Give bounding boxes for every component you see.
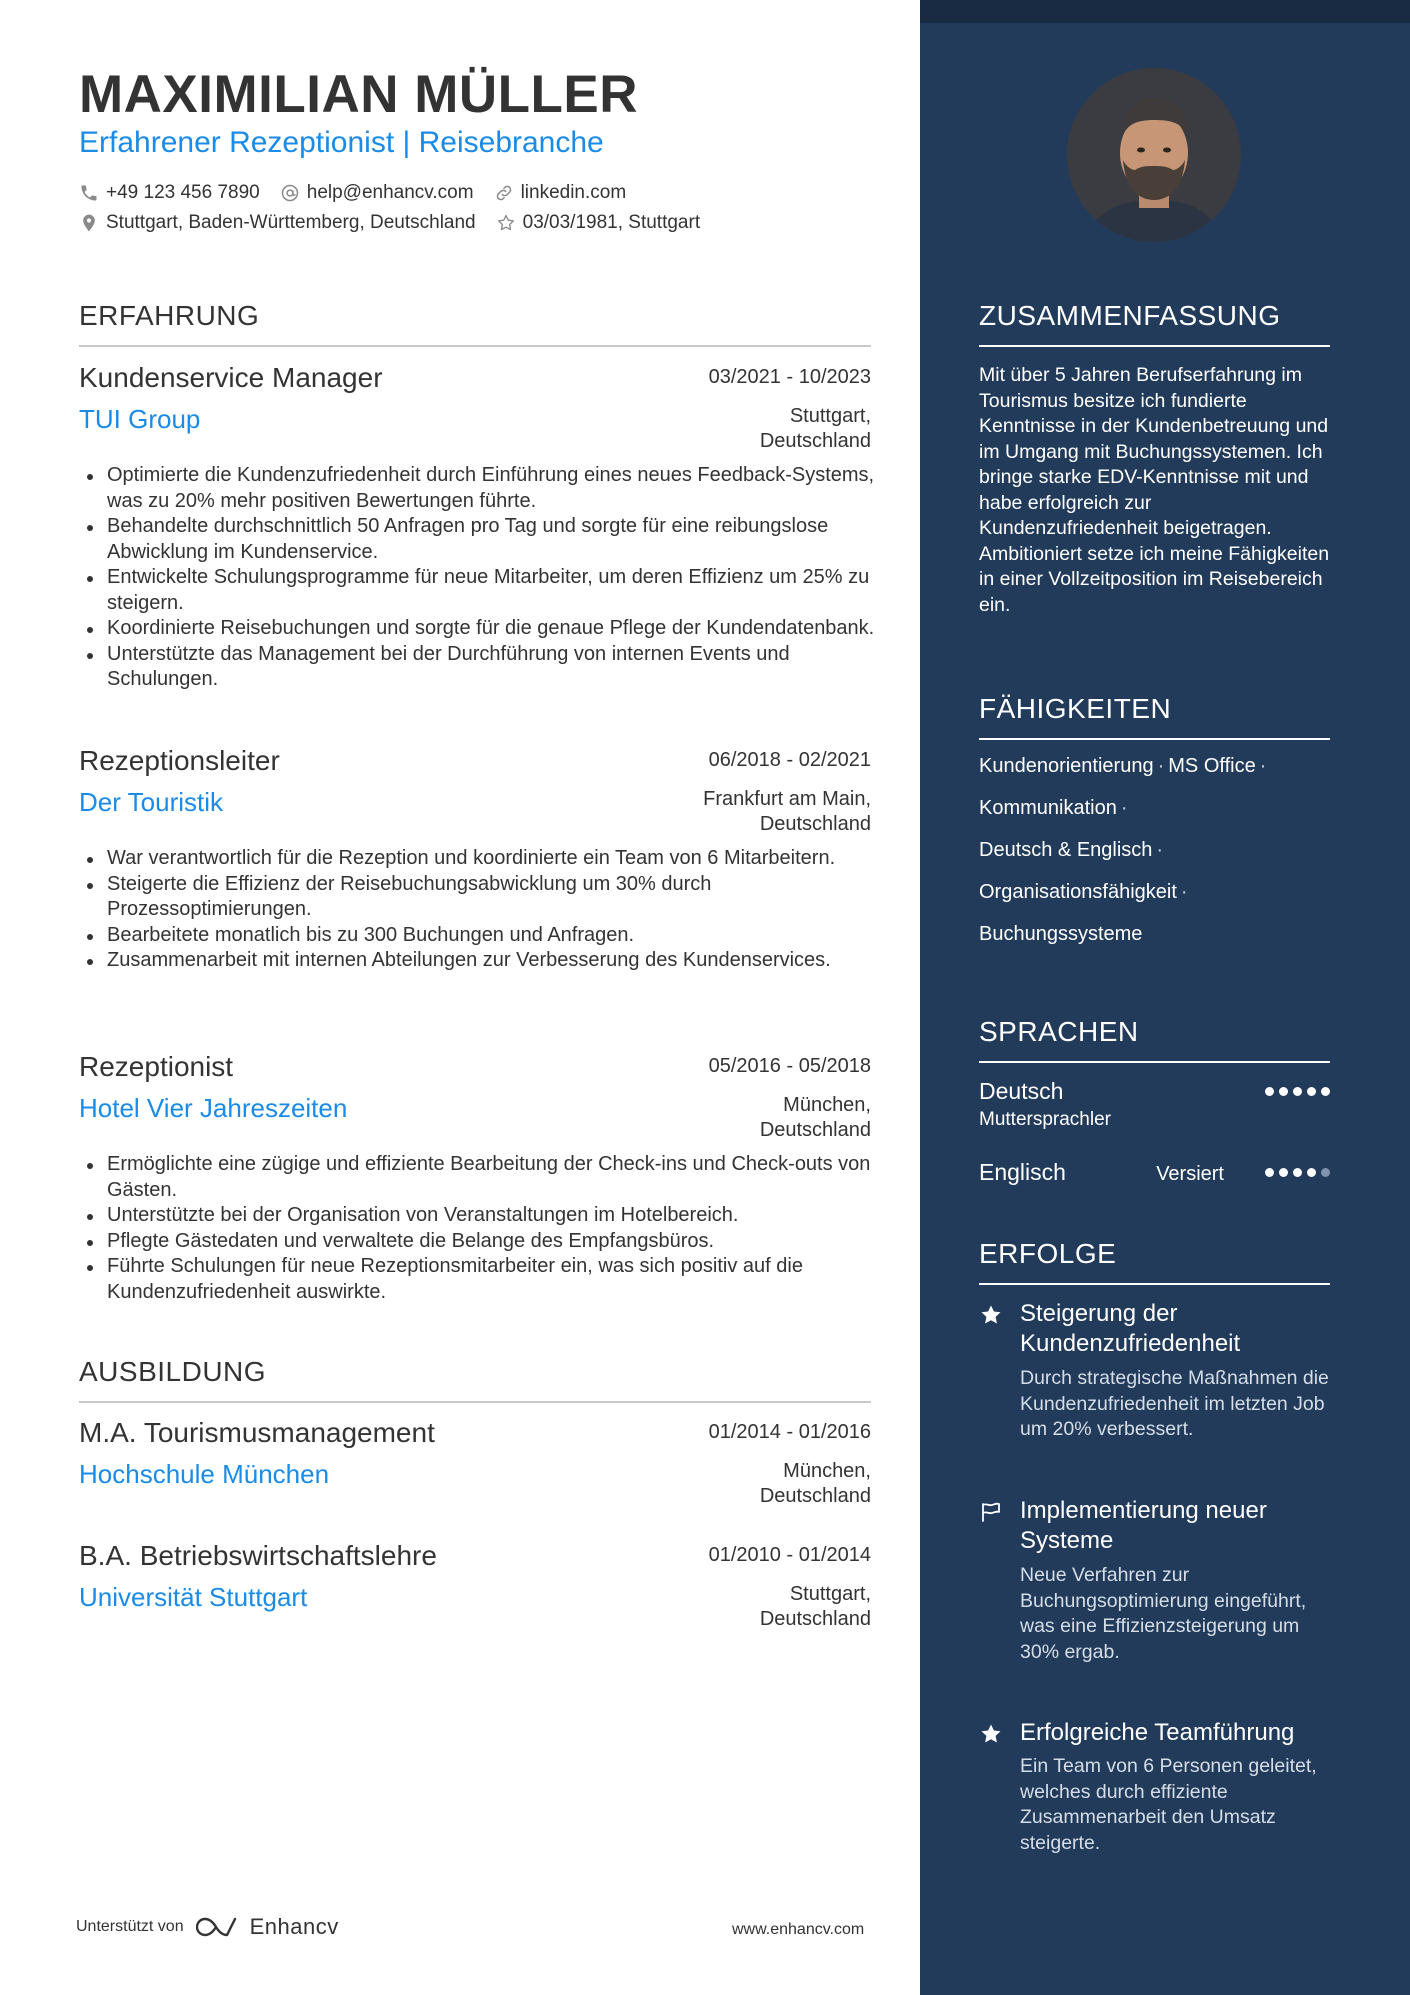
job-role: Rezeptionist	[79, 1051, 234, 1082]
rating-dot	[1265, 1168, 1274, 1177]
sidebar	[920, 0, 1410, 1995]
job-company[interactable]: Hotel Vier Jahreszeiten	[79, 1093, 348, 1123]
rating-dot	[1265, 1087, 1274, 1096]
language-level: Versiert	[1156, 1163, 1224, 1185]
job-bullet: Behandelte durchschnittlich 50 Anfragen pro Tag und sorgte für eine reibungslose Abwicklung im Kundenservice.	[107, 514, 877, 565]
job-location	[760, 404, 871, 454]
education-section-title: AUSBILDUNG	[79, 1356, 267, 1387]
language-rating	[1260, 1087, 1330, 1096]
sidebar-divider	[979, 345, 1330, 347]
skills-section-title: FÄHIGKEITEN	[979, 693, 1172, 724]
job-location-country: Deutschland	[759, 813, 871, 835]
rating-dot	[1307, 1087, 1316, 1096]
summary-text: Mit über 5 Jahren Berufserfahrung im Tourismus besitze ich fundierte Kenntnisse in der Kundenbetreuung und im Umgang mit Buchungssystemen. Ich bringe starke EDV-Kenntnisse mit und habe erfolgreich zur Kundenzufriedenheit beigetragen. Ambitioniert setze ich meine Fähigkeiten in einer Vollzeitposition im Reisebereich ein.	[979, 364, 1330, 616]
achievement-title: Steigerung der Kundenzufriedenheit	[1020, 1300, 1241, 1357]
profile-photo	[1067, 68, 1241, 242]
sidebar-divider	[979, 1061, 1330, 1063]
skill-item: Kommunikation	[979, 797, 1117, 819]
linkedin-contact[interactable]	[494, 182, 627, 204]
job-dates: 03/2021 - 10/2023	[708, 366, 871, 388]
job-bullet: Pflegte Gästedaten und verwaltete die Belange des Empfangsbüros.	[107, 1229, 877, 1255]
job-location-city: München,	[783, 1094, 871, 1116]
skill-item: Kundenorientierung	[979, 755, 1154, 777]
job-bullet: Führte Schulungen für neue Rezeptionsmitarbeiter ein, was sich positiv auf die Kundenzufriedenheit auswirkte.	[107, 1254, 877, 1305]
language-level: Muttersprachler	[979, 1109, 1111, 1130]
education-location-country: Deutschland	[759, 1608, 871, 1630]
location-pin-icon	[79, 213, 99, 233]
job-bullet: Unterstützte das Management bei der Durchführung von internen Events und Schulungen.	[107, 642, 877, 693]
job-bullet: Zusammenarbeit mit internen Abteilungen zur Verbesserung des Kundenservices.	[107, 948, 877, 974]
linkedin-text: linkedin.com	[520, 182, 627, 203]
education-location-city: Stuttgart,	[789, 1583, 871, 1605]
rating-dot	[1321, 1087, 1330, 1096]
job-bullet: Optimierte die Kundenzufriedenheit durch Einführung eines neues Feedback-Systems, was zu 20% mehr positiven Bewertungen führte.	[107, 463, 877, 514]
candidate-name: MAXIMILIAN MÜLLER	[79, 65, 639, 124]
rating-dot	[1307, 1168, 1316, 1177]
job-bullets	[107, 463, 877, 693]
summary-section-title: ZUSAMMENFASSUNG	[979, 300, 1281, 331]
section-divider	[79, 1401, 871, 1403]
job-bullet: Ermöglichte eine zügige und effiziente Bearbeitung der Check-ins und Check-outs von Gästen.	[107, 1152, 877, 1203]
birth-text: 03/03/1981, Stuttgart	[522, 212, 701, 233]
flag-icon	[979, 1500, 1003, 1524]
at-icon	[280, 183, 300, 203]
achievement-title: Erfolgreiche Teamführung	[1020, 1719, 1295, 1746]
job-bullet: Entwickelte Schulungsprogramme für neue Mitarbeiter, um deren Effizienz um 25% zu steigern.	[107, 565, 877, 616]
star-icon	[979, 1303, 1003, 1327]
skill-item: Deutsch & Englisch	[979, 839, 1153, 861]
job-bullet: Bearbeitete monatlich bis zu 300 Buchungen und Anfragen.	[107, 923, 877, 949]
candidate-title: Erfahrener Rezeptionist | Reisebranche	[79, 126, 604, 159]
location-contact	[79, 212, 476, 234]
job-location-country: Deutschland	[759, 1119, 871, 1141]
footer-url[interactable]: www.enhancv.com	[732, 1921, 865, 1938]
section-divider	[79, 345, 871, 347]
job-role: Rezeptionsleiter	[79, 745, 280, 776]
education-location-country: Deutschland	[759, 1485, 871, 1507]
school[interactable]: Universität Stuttgart	[79, 1582, 308, 1612]
language-name: Englisch	[979, 1159, 1066, 1185]
email-text: help@enhancv.com	[306, 182, 474, 203]
skill-item: Organisationsfähigkeit	[979, 881, 1177, 903]
job-location-city: Stuttgart,	[789, 405, 871, 427]
link-icon	[494, 183, 514, 203]
job-bullets	[107, 846, 877, 974]
contact-row	[79, 182, 646, 204]
degree: M.A. Tourismusmanagement	[79, 1417, 435, 1448]
achievement-text: Ein Team von 6 Personen geleitet, welches durch effiziente Zusammenarbeit den Umsatz steigerte.	[1020, 1755, 1317, 1854]
achievement-text: Durch strategische Maßnahmen die Kundenzufriedenheit im letzten Job um 20% verbessert.	[1020, 1367, 1329, 1440]
job-dates: 05/2016 - 05/2018	[708, 1055, 871, 1077]
skill-item: Buchungssysteme	[979, 923, 1143, 945]
job-location	[760, 1093, 871, 1143]
rating-dot	[1293, 1087, 1302, 1096]
job-dates: 06/2018 - 02/2021	[708, 749, 871, 771]
star-outline-icon	[496, 213, 516, 233]
education-dates: 01/2014 - 01/2016	[708, 1421, 871, 1443]
language-name: Deutsch	[979, 1078, 1064, 1104]
job-company[interactable]: TUI Group	[79, 404, 201, 434]
job-bullet: Koordinierte Reisebuchungen und sorgte für die genaue Pflege der Kundendatenbank.	[107, 616, 877, 642]
job-company[interactable]: Der Touristik	[79, 787, 224, 817]
footer-powered-text: Unterstützt von	[76, 1918, 184, 1935]
job-role: Kundenservice Manager	[79, 362, 383, 393]
job-location-city: Frankfurt am Main,	[703, 788, 871, 810]
education-location	[760, 1582, 871, 1632]
enhancv-logo-icon	[196, 1915, 242, 1939]
rating-dot	[1279, 1168, 1288, 1177]
portrait-icon	[1067, 68, 1241, 242]
skills-list: Kundenorientierung · MS Office · Kommunikation · Deutsch & Englisch · Organisationsfähigkeit · Buchungssysteme	[979, 755, 1267, 945]
location-text: Stuttgart, Baden-Württemberg, Deutschland	[106, 212, 476, 233]
phone-icon	[79, 183, 99, 203]
job-location	[703, 787, 871, 837]
footer-powered-by[interactable]	[76, 1914, 339, 1940]
degree: B.A. Betriebswirtschaftslehre	[79, 1540, 437, 1571]
achievement-text: Neue Verfahren zur Buchungsoptimierung eingeführt, was eine Effizienzsteigerung um 30% ergab.	[1020, 1564, 1307, 1663]
languages-section-title: SPRACHEN	[979, 1016, 1139, 1047]
achievements-section-title: ERFOLGE	[979, 1238, 1117, 1269]
job-bullet: Steigerte die Effizienz der Reisebuchungsabwicklung um 30% durch Prozessoptimierungen.	[107, 872, 877, 923]
job-bullet: Unterstützte bei der Organisation von Veranstaltungen im Hotelbereich.	[107, 1203, 877, 1229]
rating-dot	[1293, 1168, 1302, 1177]
experience-section-title: ERFAHRUNG	[79, 300, 260, 331]
birth-contact	[496, 212, 700, 234]
language-rating	[1260, 1168, 1330, 1177]
sidebar-divider	[979, 738, 1330, 740]
job-bullets	[107, 1152, 877, 1305]
footer-brand: Enhancv	[249, 1914, 339, 1939]
star-icon	[979, 1722, 1003, 1746]
skill-item: MS Office	[1168, 755, 1256, 777]
phone-contact[interactable]	[79, 182, 260, 204]
email-contact[interactable]	[280, 182, 474, 204]
achievement-title: Implementierung neuer Systeme	[1020, 1497, 1267, 1554]
sidebar-divider	[979, 1283, 1330, 1285]
school[interactable]: Hochschule München	[79, 1459, 330, 1489]
rating-dot	[1321, 1168, 1330, 1177]
sidebar-top-bar	[920, 0, 1410, 23]
job-location-country: Deutschland	[759, 430, 871, 452]
phone-text: +49 123 456 7890	[106, 182, 260, 203]
job-bullet: War verantwortlich für die Rezeption und koordinierte ein Team von 6 Mitarbeitern.	[107, 846, 877, 872]
contact-row-2	[79, 212, 720, 234]
education-location	[760, 1459, 871, 1509]
rating-dot	[1279, 1087, 1288, 1096]
education-location-city: München,	[783, 1460, 871, 1482]
education-dates: 01/2010 - 01/2014	[708, 1544, 871, 1566]
